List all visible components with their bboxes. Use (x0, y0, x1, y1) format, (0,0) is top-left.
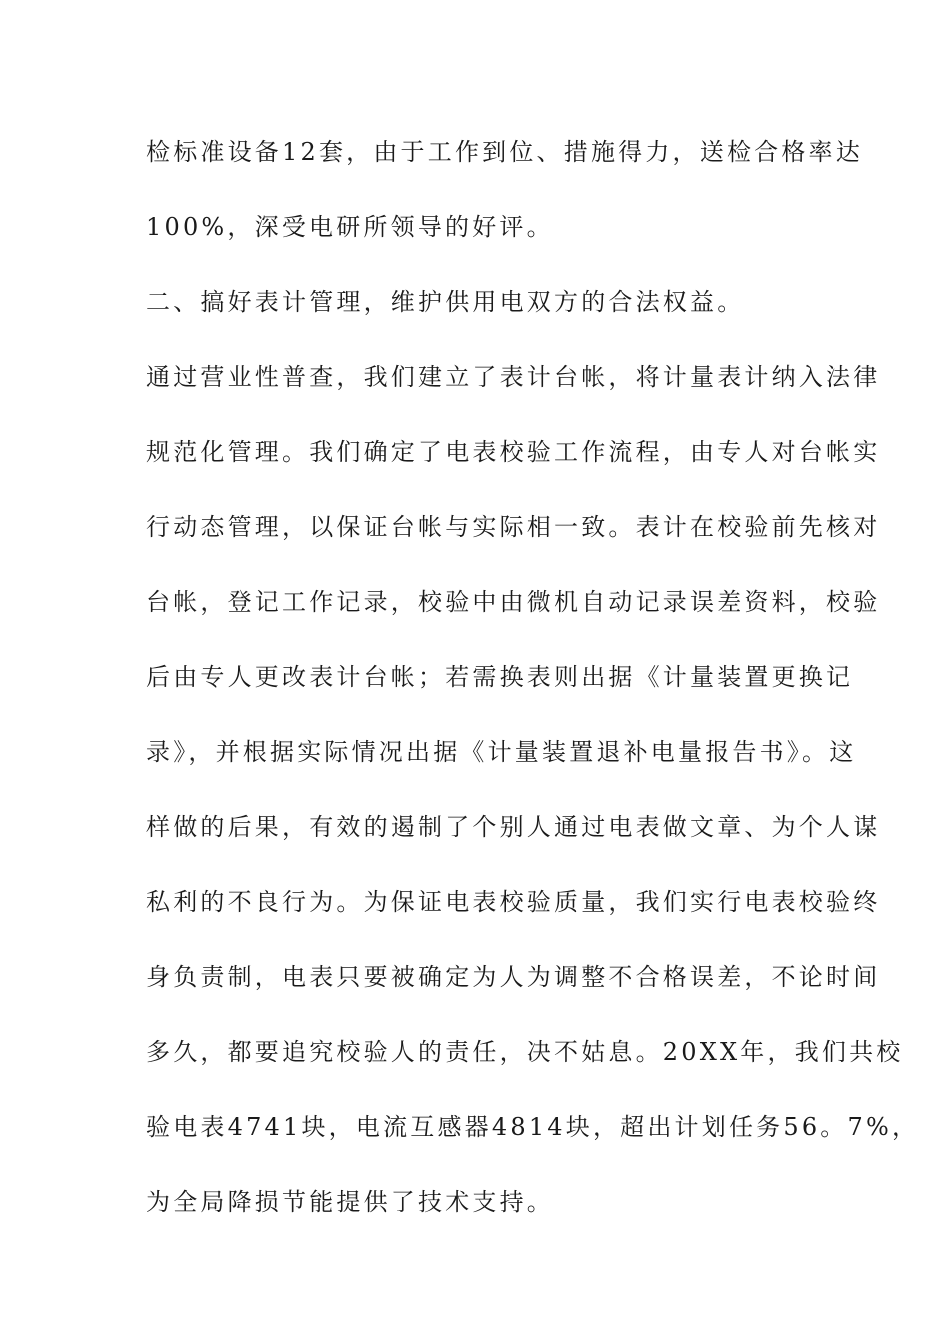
text-line: 100%，深受电研所领导的好评。 (146, 213, 554, 241)
text-line: 录》，并根据实际情况出据《计量装置退补电量报告书》。这 (146, 738, 857, 766)
text-line: 为全局降损节能提供了技术支持。 (146, 1188, 554, 1216)
text-line: 后由专人更改表计台帐；若需换表则出据《计量装置更换记 (146, 663, 854, 691)
text-line: 台帐，登记工作记录，校验中由微机自动记录误差资料，校验 (146, 588, 881, 616)
text-line: 验电表4741块，电流互感器4814块，超出计划任务56。7%， (146, 1113, 920, 1141)
text-line: 多久，都要追究校验人的责任，决不姑息。20XX年，我们共校 (146, 1038, 904, 1066)
text-line: 身负责制，电表只要被确定为人为调整不合格误差，不论时间 (146, 963, 881, 991)
text-line: 检标准设备12套，由于工作到位、措施得力，送检合格率达 (146, 138, 863, 166)
text-line: 样做的后果，有效的遏制了个别人通过电表做文章、为个人谋 (146, 813, 881, 841)
text-line: 行动态管理，以保证台帐与实际相一致。表计在校验前先核对 (146, 513, 881, 541)
text-line: 通过营业性普查，我们建立了表计台帐，将计量表计纳入法律 (146, 363, 881, 391)
text-line: 私利的不良行为。为保证电表校验质量，我们实行电表校验终 (146, 888, 881, 916)
section-heading: 二、搞好表计管理，维护供用电双方的合法权益。 (146, 288, 745, 316)
text-line: 规范化管理。我们确定了电表校验工作流程，由专人对台帐实 (146, 438, 881, 466)
